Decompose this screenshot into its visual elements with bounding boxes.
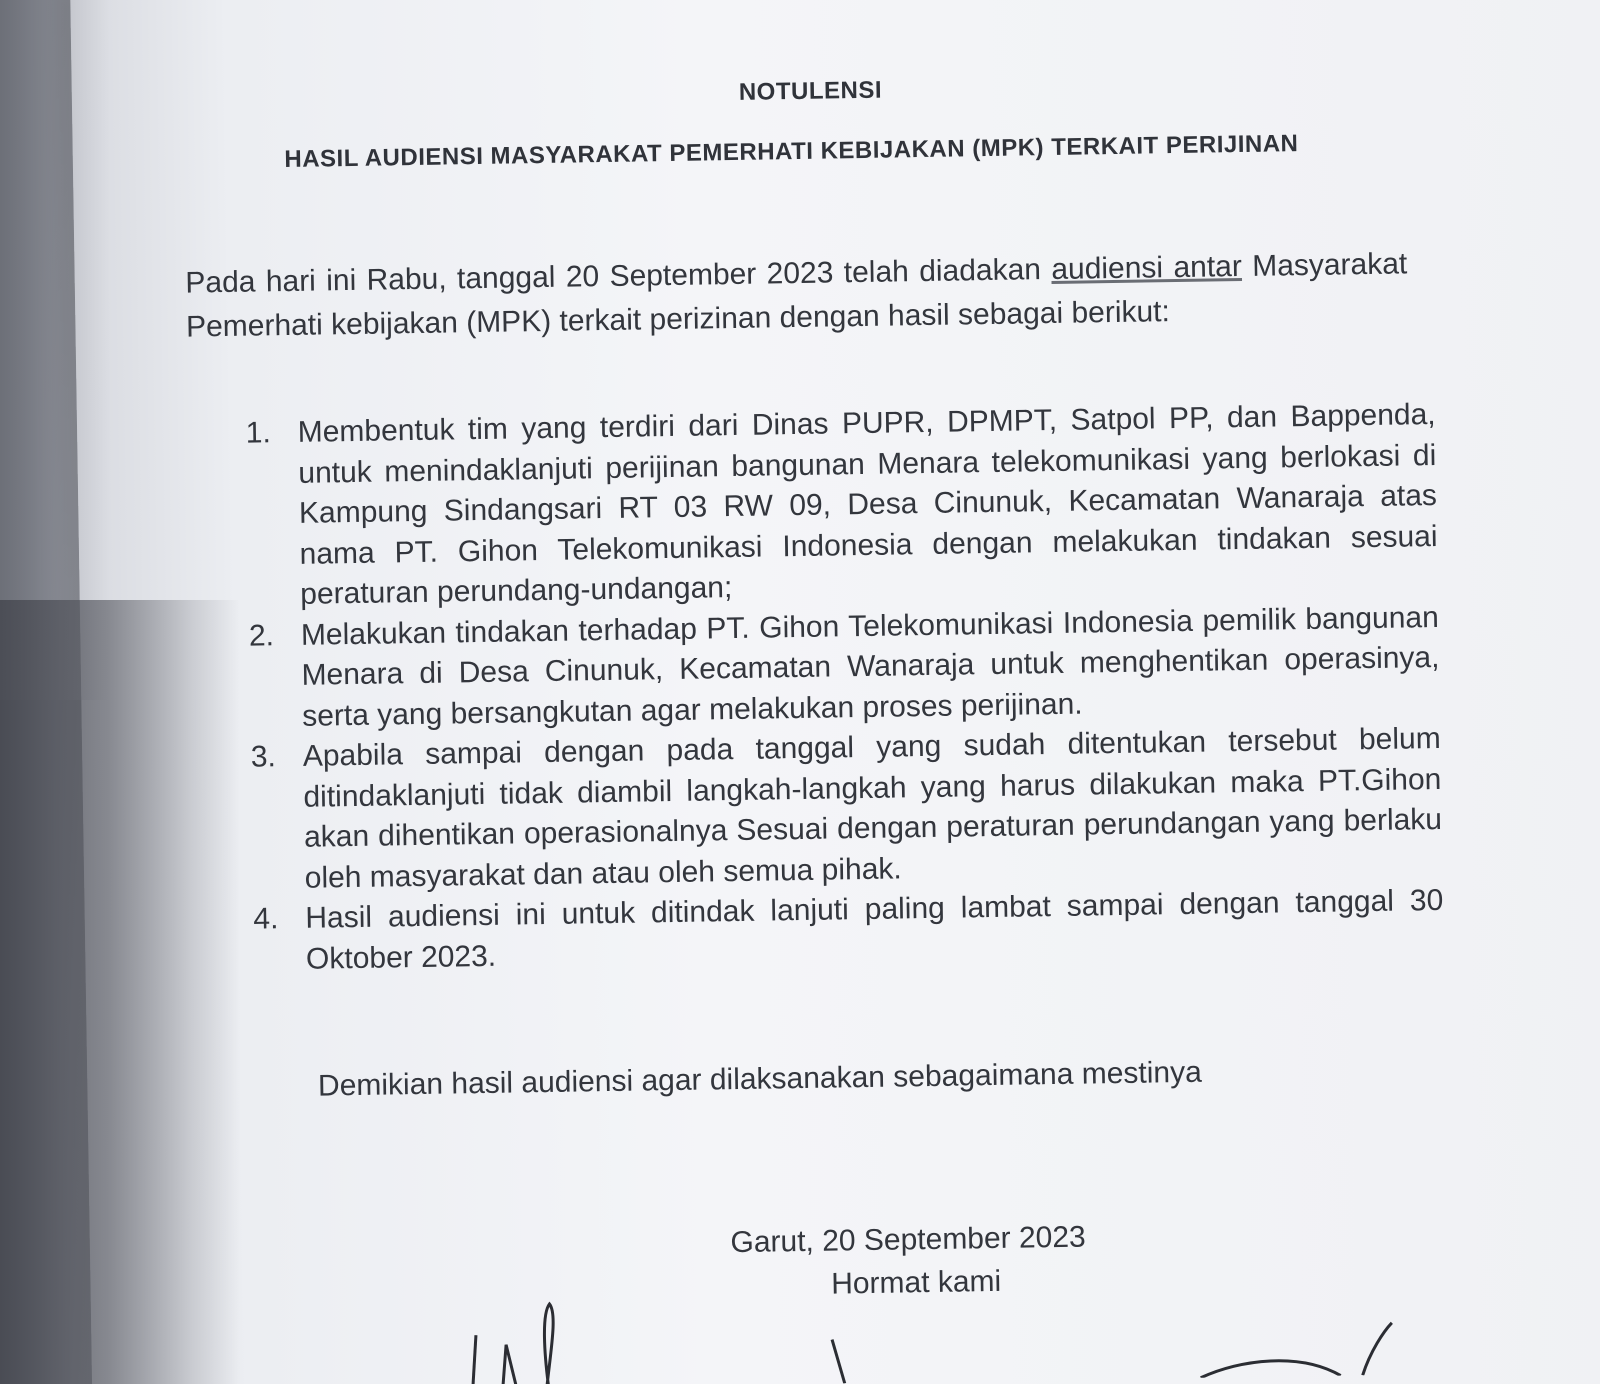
list-item-text: Apabila sampai dengan pada tanggal yang sudah ditentukan tersebut belum ditindaklanjuti tidak diambil langkah-langkah yang harus dilakukan maka PT.Gihon akan dihentikan operasionalnya Sesuai dengan peraturan perundangan yang berlaku oleh masyarakat dan atau oleh semua pihak.: [302, 721, 1443, 895]
numbered-list: [245, 395, 1444, 981]
place-date: Garut, 20 September 2023: [730, 1220, 1086, 1260]
signature-stroke-right-1: [832, 1339, 845, 1383]
list-item: [249, 597, 1441, 737]
intro-text-start: Pada hari ini Rabu, tanggal 20 September 2023 telah diadakan: [185, 253, 1052, 300]
list-item-number: 3.: [250, 740, 277, 774]
signature-stroke-right-3: [1362, 1323, 1393, 1375]
list-item-text: Membentuk tim yang terdiri dari Dinas PUPR, DPMPT, Satpol PP, dan Bappenda, untuk menindaklanjuti perijinan bangunan Menara telekomunikasi yang berlokasi di Kampung Sindangsari RT 03 RW 09, Desa Cinunuk, Kecamatan Wanaraja atas nama PT. Gihon Telekomunikasi Indonesia dengan melakukan tindakan sesuai peraturan perundang-undangan;: [297, 397, 1438, 611]
intro-underlined-text: audiensi antar: [1051, 250, 1243, 286]
signature-stroke-left-2: [502, 1345, 517, 1384]
list-item: [253, 881, 1444, 981]
signature-stroke-right-2: [1200, 1360, 1340, 1378]
document-subtitle: HASIL AUDIENSI MASYARAKAT PEMERHATI KEBIJAKAN (MPK) TERKAIT PERIJINAN: [284, 130, 1299, 174]
signature-stroke-left-3: [544, 1304, 554, 1384]
signature-stroke-left-1: [472, 1335, 477, 1384]
list-item-number: 2.: [248, 618, 275, 653]
document-title: NOTULENSI: [738, 76, 883, 106]
list-item-number: 4.: [253, 902, 279, 936]
list-item-text: Hasil audiensi ini untuk ditindak lanjuti paling lambat sampai dengan tanggal 30 Oktober 2023.: [305, 883, 1444, 976]
list-item-text: Melakukan tindakan terhadap PT. Gihon Telekomunikasi Indonesia pemilik bangunan Menara di Desa Cinunuk, Kecamatan Wanaraja untuk menghentikan operasinya, serta yang bersangkutan agar melakukan proses perijinan.: [300, 600, 1440, 733]
list-item-number: 1.: [245, 416, 272, 450]
regards-text: Hormat kami: [830, 1264, 1002, 1301]
list-item: [245, 395, 1438, 616]
intro-text-end: Masyarakat Pemerhati kebijakan (MPK) terkait perizinan dengan hasil sebagai berikut:: [185, 247, 1408, 344]
list-item: [251, 719, 1443, 900]
intro-paragraph: [185, 242, 1408, 349]
closing-statement: Demikian hasil audiensi agar dilaksanakan sebagaimana mestinya: [317, 1055, 1202, 1103]
